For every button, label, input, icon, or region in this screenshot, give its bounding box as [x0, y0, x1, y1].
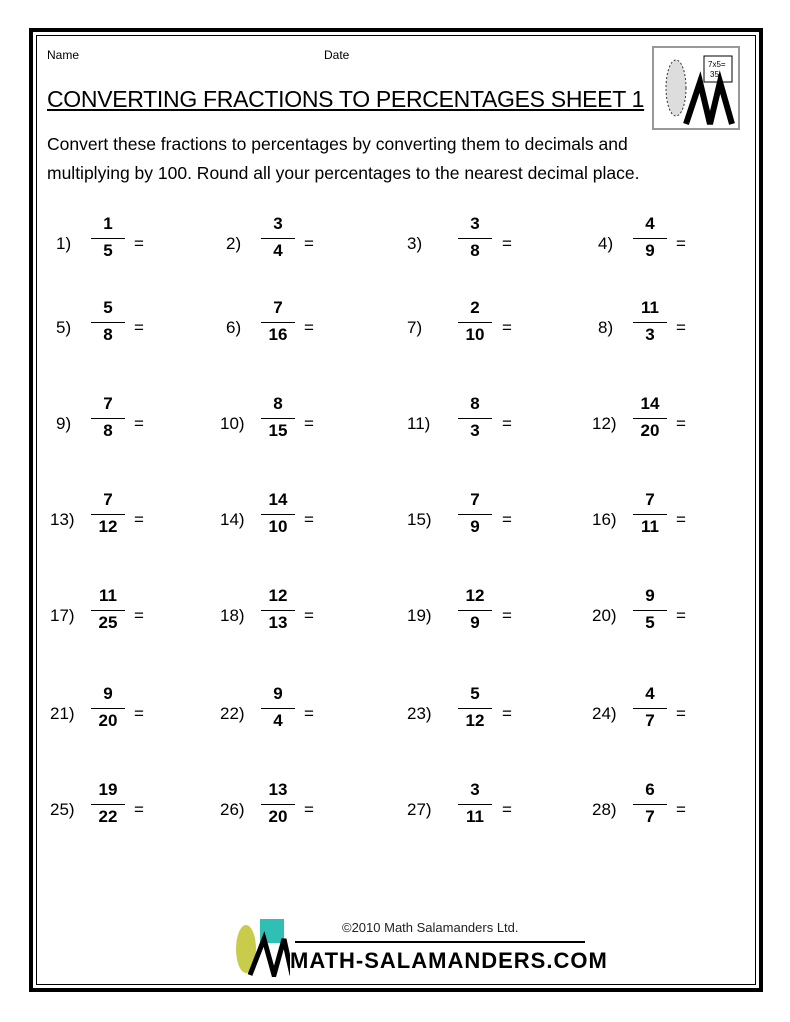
problem-number: 2)	[226, 234, 242, 253]
denominator: 10	[465, 325, 485, 344]
denominator: 7	[645, 711, 655, 730]
fraction-bar	[633, 418, 667, 419]
problem-number: 8)	[598, 318, 614, 337]
fraction	[458, 490, 492, 537]
denominator: 8	[103, 325, 113, 344]
fraction	[261, 298, 295, 345]
problem-number: 26)	[220, 800, 245, 819]
name-label: Name	[47, 48, 80, 62]
fraction	[458, 586, 492, 633]
fraction-bar	[458, 610, 492, 611]
fraction	[261, 490, 295, 537]
salamander-logo-icon	[652, 46, 740, 130]
fraction-bar	[633, 238, 667, 239]
numerator: 11	[641, 298, 659, 317]
equals-sign: =	[676, 414, 686, 433]
problem-number: 10)	[220, 414, 245, 433]
denominator: 9	[470, 517, 480, 536]
fraction-bar	[458, 804, 492, 805]
fraction-bar	[261, 804, 295, 805]
problem-number: 12)	[592, 414, 617, 433]
problem-number: 9)	[56, 414, 72, 433]
numerator: 4	[645, 214, 655, 233]
fraction	[458, 214, 492, 261]
denominator: 9	[470, 613, 480, 632]
problem-number: 22)	[220, 704, 245, 723]
fraction-bar	[261, 708, 295, 709]
equals-sign: =	[134, 606, 144, 625]
problem-number: 19)	[407, 606, 432, 625]
fraction-bar	[458, 514, 492, 515]
fraction	[633, 214, 667, 261]
fraction-bar	[458, 708, 492, 709]
denominator: 13	[268, 613, 288, 632]
equals-sign: =	[502, 414, 512, 433]
equals-sign: =	[134, 234, 144, 253]
denominator: 3	[470, 421, 480, 440]
numerator: 19	[98, 780, 118, 799]
numerator: 12	[465, 586, 485, 605]
equals-sign: =	[676, 234, 686, 253]
numerator: 14	[268, 490, 288, 509]
equals-sign: =	[502, 704, 512, 723]
denominator: 15	[268, 421, 288, 440]
numerator: 9	[273, 684, 283, 703]
fraction-bar	[91, 322, 125, 323]
fraction-bar	[261, 238, 295, 239]
problem-number: 13)	[50, 510, 75, 529]
denominator: 5	[645, 613, 655, 632]
fraction	[91, 298, 125, 345]
site-logo-text: MATH-SALAMANDERS.COM	[290, 948, 608, 973]
fraction	[91, 394, 125, 441]
equals-sign: =	[676, 704, 686, 723]
equals-sign: =	[676, 318, 686, 337]
date-label: Date	[324, 48, 350, 62]
numerator: 9	[103, 684, 113, 703]
equals-sign: =	[304, 800, 314, 819]
numerator: 5	[103, 298, 113, 317]
footer-divider	[295, 941, 585, 943]
problem-number: 6)	[226, 318, 242, 337]
problem-number: 21)	[50, 704, 75, 723]
fraction	[91, 684, 125, 731]
numerator: 13	[268, 780, 288, 799]
numerator: 9	[645, 586, 655, 605]
fraction	[91, 490, 125, 537]
equals-sign: =	[676, 606, 686, 625]
numerator: 8	[273, 394, 283, 413]
denominator: 4	[273, 241, 283, 260]
numerator: 8	[470, 394, 480, 413]
fraction	[633, 394, 667, 441]
problem-number: 18)	[220, 606, 245, 625]
denominator: 22	[98, 807, 118, 826]
numerator: 12	[268, 586, 288, 605]
numerator: 2	[470, 298, 480, 317]
fraction-bar	[633, 610, 667, 611]
denominator: 11	[641, 517, 659, 536]
fraction-bar	[91, 514, 125, 515]
denominator: 20	[640, 421, 660, 440]
numerator: 7	[273, 298, 283, 317]
equals-sign: =	[502, 606, 512, 625]
fraction-bar	[261, 514, 295, 515]
numerator: 3	[273, 214, 283, 233]
numerator: 7	[470, 490, 480, 509]
fraction-bar	[261, 610, 295, 611]
problem-number: 20)	[592, 606, 617, 625]
numerator: 11	[99, 586, 117, 605]
fraction-bar	[633, 804, 667, 805]
numerator: 14	[640, 394, 660, 413]
fraction	[91, 214, 125, 261]
numerator: 7	[103, 490, 113, 509]
equals-sign: =	[304, 606, 314, 625]
fraction-bar	[458, 418, 492, 419]
problem-number: 11)	[407, 414, 431, 433]
problem-number: 4)	[598, 234, 614, 253]
svg-text:35: 35	[710, 70, 719, 79]
problem-number: 25)	[50, 800, 75, 819]
denominator: 4	[273, 711, 283, 730]
denominator: 11	[466, 807, 484, 826]
denominator: 20	[98, 711, 118, 730]
equals-sign: =	[134, 318, 144, 337]
svg-text:7x5=: 7x5=	[708, 60, 726, 69]
fraction	[458, 780, 492, 827]
denominator: 7	[645, 807, 655, 826]
fraction-bar	[261, 418, 295, 419]
problem-number: 28)	[592, 800, 617, 819]
problem-number: 17)	[50, 606, 75, 625]
equals-sign: =	[304, 234, 314, 253]
problem-number: 7)	[407, 318, 423, 337]
denominator: 8	[103, 421, 113, 440]
fraction	[261, 586, 295, 633]
fraction-bar	[633, 514, 667, 515]
equals-sign: =	[304, 510, 314, 529]
problem-number: 3)	[407, 234, 423, 253]
equals-sign: =	[304, 414, 314, 433]
fraction	[633, 298, 667, 345]
equals-sign: =	[676, 510, 686, 529]
numerator: 4	[645, 684, 655, 703]
numerator: 3	[470, 214, 480, 233]
problem-number: 15)	[407, 510, 432, 529]
fraction	[261, 684, 295, 731]
instructions: Convert these fractions to percentages by converting them to decimals and multiplying by 100. Round all your percentages to the nearest decimal place.	[47, 134, 640, 183]
footer-salamander-icon	[230, 915, 290, 977]
fraction-bar	[261, 322, 295, 323]
fraction	[261, 780, 295, 827]
fraction-bar	[91, 238, 125, 239]
fraction-bar	[458, 238, 492, 239]
fraction-bar	[633, 322, 667, 323]
denominator: 16	[268, 325, 288, 344]
fraction	[633, 780, 667, 827]
numerator: 7	[645, 490, 655, 509]
problem-number: 1)	[56, 234, 72, 253]
equals-sign: =	[134, 510, 144, 529]
denominator: 12	[465, 711, 485, 730]
denominator: 25	[98, 613, 118, 632]
fraction-bar	[458, 322, 492, 323]
fraction	[91, 780, 125, 827]
problem-number: 27)	[407, 800, 432, 819]
numerator: 6	[645, 780, 655, 799]
denominator: 9	[645, 241, 655, 260]
fraction-bar	[91, 804, 125, 805]
fraction	[633, 586, 667, 633]
denominator: 5	[103, 241, 113, 260]
equals-sign: =	[502, 800, 512, 819]
problem-number: 16)	[592, 510, 617, 529]
fraction	[458, 298, 492, 345]
numerator: 5	[470, 684, 480, 703]
problem-number: 5)	[56, 318, 72, 337]
equals-sign: =	[502, 318, 512, 337]
problem-number: 14)	[220, 510, 245, 529]
numerator: 1	[103, 214, 113, 233]
fraction-bar	[91, 610, 125, 611]
fraction-bar	[91, 708, 125, 709]
fraction	[91, 586, 125, 633]
problem-number: 23)	[407, 704, 432, 723]
equals-sign: =	[304, 318, 314, 337]
fraction	[458, 684, 492, 731]
equals-sign: =	[134, 800, 144, 819]
equals-sign: =	[304, 704, 314, 723]
fraction-bar	[91, 418, 125, 419]
fraction	[261, 394, 295, 441]
fraction	[633, 684, 667, 731]
numerator: 3	[470, 780, 480, 799]
equals-sign: =	[502, 234, 512, 253]
equals-sign: =	[502, 510, 512, 529]
fraction	[261, 214, 295, 261]
denominator: 20	[268, 807, 288, 826]
fraction-bar	[633, 708, 667, 709]
fraction	[633, 490, 667, 537]
denominator: 8	[470, 241, 480, 260]
equals-sign: =	[676, 800, 686, 819]
worksheet-title: CONVERTING FRACTIONS TO PERCENTAGES SHEET 1	[47, 86, 645, 112]
equals-sign: =	[134, 704, 144, 723]
fraction	[458, 394, 492, 441]
denominator: 3	[645, 325, 655, 344]
equals-sign: =	[134, 414, 144, 433]
denominator: 10	[268, 517, 288, 536]
copyright: ©2010 Math Salamanders Ltd.	[342, 920, 519, 935]
problem-number: 24)	[592, 704, 617, 723]
numerator: 7	[103, 394, 113, 413]
denominator: 12	[98, 517, 118, 536]
